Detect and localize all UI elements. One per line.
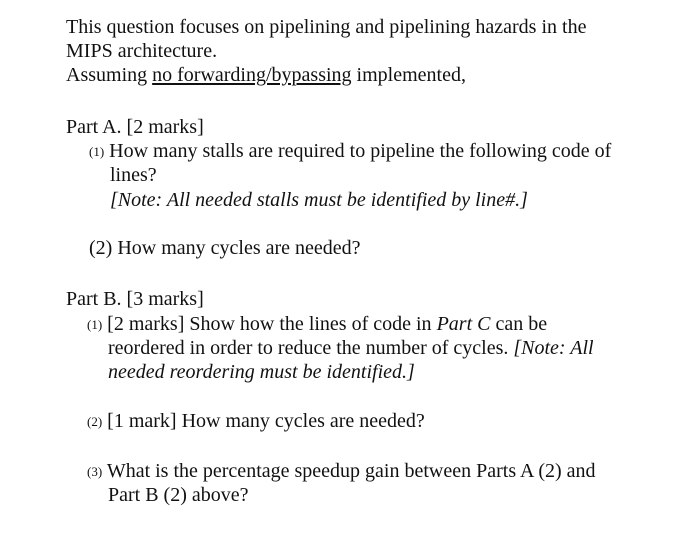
part-b-q1-suffix: can be <box>490 313 548 335</box>
intro-line-1 <box>66 15 586 39</box>
part-b-q3-line-1 <box>87 459 596 485</box>
part-b-q1-line-2 <box>108 336 594 360</box>
part-b-q3-text-2: Part B (2) above? <box>108 484 249 506</box>
part-a-q1-note <box>110 188 528 212</box>
part-a-heading-text: Part A. [2 marks] <box>66 116 204 138</box>
part-a-q1-text-2: lines? <box>110 164 157 186</box>
part-a-q1-line-2 <box>110 163 157 187</box>
no-forwarding-underlined: no forwarding/bypassing <box>152 64 352 86</box>
part-b-q1-number: (1) <box>87 317 103 332</box>
part-a-q1-line-1 <box>89 139 611 165</box>
part-a-heading <box>66 115 204 139</box>
intro-line-3 <box>66 63 466 87</box>
part-b-q1-prefix: [2 marks] Show how the lines of code in <box>107 313 437 335</box>
part-b-heading <box>66 287 204 311</box>
part-c-reference: Part C <box>436 313 491 335</box>
intro-line-2 <box>66 39 217 63</box>
part-b-q2-number: (2) <box>87 414 103 429</box>
part-b-q3-number: (3) <box>87 464 103 479</box>
part-b-q1-text-2: reordered in order to reduce the number of cycles. <box>108 337 514 359</box>
part-a-q1-number: (1) <box>89 144 105 159</box>
part-b-q1-note-end: needed reordering must be identified.] <box>108 361 415 383</box>
part-a-q2-text: (2) How many cycles are needed? <box>89 237 361 259</box>
part-b-q1-line-1 <box>87 312 547 338</box>
part-a-q1-note-text: [Note: All needed stalls must be identified by line#.] <box>110 189 528 211</box>
intro-text-1: This question focuses on pipelining and pipelining hazards in the <box>66 16 587 38</box>
part-b-heading-text: Part B. [3 marks] <box>66 288 204 310</box>
intro-suffix: implemented, <box>351 64 466 86</box>
part-b-q1-note-start: [Note: All <box>513 337 594 359</box>
part-b-q1-line-3 <box>108 360 415 384</box>
part-a-q1-text-1: How many stalls are required to pipeline the following code of <box>109 140 612 162</box>
part-b-q2 <box>87 409 425 435</box>
part-b-q3-text-1: What is the percentage speedup gain between Parts A (2) and <box>106 460 596 482</box>
part-a-q2 <box>89 236 361 260</box>
part-b-q3-line-2 <box>108 483 249 507</box>
intro-text-2: MIPS architecture. <box>66 40 218 62</box>
part-b-q2-text: [1 mark] How many cycles are needed? <box>107 410 425 432</box>
intro-prefix: Assuming <box>66 64 153 86</box>
